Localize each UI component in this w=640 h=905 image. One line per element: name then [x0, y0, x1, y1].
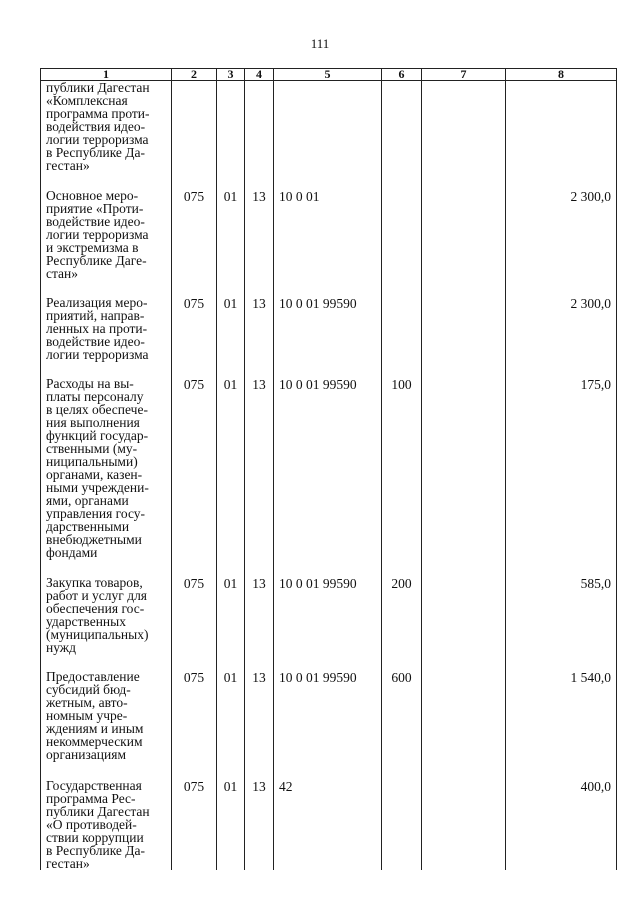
row-col-7 [422, 576, 506, 654]
row-code-section: 01 [217, 377, 245, 559]
row-name-line: работ и услуг для [46, 588, 148, 603]
row-name-line: стан» [46, 266, 79, 281]
spacer-cell [217, 559, 245, 576]
row-code-section: 01 [217, 296, 245, 361]
spacer-cell [382, 280, 422, 296]
row-name-line: (муниципальных) [46, 627, 149, 642]
row-spacer [41, 361, 617, 377]
row-name-line: логии терроризма [46, 347, 149, 362]
column-header-8: 8 [506, 69, 617, 81]
spacer-cell [217, 761, 245, 779]
row-name [41, 576, 172, 654]
row-name-line: ниципальными) [46, 454, 138, 469]
spacer-cell [41, 361, 172, 377]
row-code-admin [172, 81, 217, 173]
row-code-target: 10 0 01 99590 [274, 296, 382, 361]
spacer-cell [172, 654, 217, 670]
row-code-expense-type [382, 189, 422, 280]
row-code-admin: 075 [172, 296, 217, 361]
row-code-section: 01 [217, 670, 245, 761]
row-code-expense-type [382, 81, 422, 173]
spacer-cell [506, 361, 617, 377]
spacer-cell [422, 280, 506, 296]
row-code-subsection: 13 [245, 189, 274, 280]
row-amount: 175,0 [506, 377, 617, 559]
spacer-cell [172, 280, 217, 296]
row-name-line: ленных на проти- [46, 321, 148, 336]
column-header-1: 1 [41, 69, 172, 81]
row-name-line: ствии коррупции [46, 830, 144, 845]
row-name-line: в целях обеспече- [46, 402, 148, 417]
row-name-line: внебюджетными [46, 532, 142, 547]
spacer-cell [41, 761, 172, 779]
row-name-line: приятие «Проти- [46, 201, 144, 216]
row-name-line: управления госу- [46, 506, 146, 521]
spacer-cell [274, 172, 382, 189]
spacer-cell [422, 654, 506, 670]
row-name-line: водействие идео- [46, 334, 145, 349]
spacer-cell [172, 559, 217, 576]
row-spacer [41, 559, 617, 576]
spacer-cell [274, 761, 382, 779]
row-name-line: программа Рес- [46, 791, 136, 806]
row-col-7 [422, 189, 506, 280]
row-code-target: 10 0 01 99590 [274, 576, 382, 654]
row-name-line: в Республике Да- [46, 145, 145, 160]
row-name-line: Республике Даге- [46, 253, 147, 268]
spacer-cell [422, 172, 506, 189]
column-header-4: 4 [245, 69, 274, 81]
row-spacer [41, 280, 617, 296]
row-code-expense-type [382, 779, 422, 870]
spacer-cell [382, 559, 422, 576]
row-amount: 2 300,0 [506, 296, 617, 361]
row-name-line: номным учре- [46, 708, 128, 723]
row-code-admin: 075 [172, 779, 217, 870]
row-spacer [41, 172, 617, 189]
spacer-cell [422, 559, 506, 576]
row-name-line: программа проти- [46, 106, 150, 121]
page-number: 111 [310, 36, 330, 51]
row-code-subsection [245, 81, 274, 173]
row-amount: 400,0 [506, 779, 617, 870]
spacer-cell [41, 280, 172, 296]
row-name [41, 189, 172, 280]
spacer-cell [274, 280, 382, 296]
spacer-cell [245, 761, 274, 779]
row-name-line: дарственными [46, 519, 130, 534]
spacer-cell [422, 761, 506, 779]
row-name-line: публики Дагестан [46, 804, 150, 819]
row-amount [506, 81, 617, 173]
row-name-line: Основное меро- [46, 188, 139, 203]
spacer-cell [382, 654, 422, 670]
column-header-7: 7 [422, 69, 506, 81]
row-name-line: фондами [46, 545, 98, 560]
row-amount: 1 540,0 [506, 670, 617, 761]
row-name-line: ными учреждени- [46, 480, 149, 495]
row-name-line: ями, органами [46, 493, 129, 508]
row-name [41, 670, 172, 761]
spacer-cell [245, 559, 274, 576]
spacer-cell [217, 361, 245, 377]
row-code-target: 10 0 01 99590 [274, 670, 382, 761]
spacer-cell [382, 172, 422, 189]
row-code-subsection: 13 [245, 576, 274, 654]
row-name-line: «О противодей- [46, 817, 137, 832]
row-code-section [217, 81, 245, 173]
row-name-line: ственными (му- [46, 441, 138, 456]
row-name [41, 81, 172, 173]
row-name [41, 296, 172, 361]
column-header-3: 3 [217, 69, 245, 81]
row-code-expense-type: 200 [382, 576, 422, 654]
row-code-target: 10 0 01 [274, 189, 382, 280]
spacer-cell [217, 654, 245, 670]
row-name-line: Реализация меро- [46, 295, 148, 310]
row-name-line: платы персоналу [46, 389, 144, 404]
spacer-cell [172, 172, 217, 189]
spacer-cell [172, 761, 217, 779]
row-code-expense-type [382, 296, 422, 361]
row-code-target [274, 81, 382, 173]
spacer-cell [41, 559, 172, 576]
row-name-line: некоммерческим [46, 734, 143, 749]
row-code-section: 01 [217, 779, 245, 870]
row-name-line: приятий, направ- [46, 308, 145, 323]
table-row [41, 81, 617, 173]
table-row [41, 576, 617, 654]
row-col-7 [422, 296, 506, 361]
row-name-line: обеспечения гос- [46, 601, 145, 616]
row-code-admin: 075 [172, 189, 217, 280]
spacer-cell [245, 172, 274, 189]
spacer-cell [41, 172, 172, 189]
spacer-cell [274, 361, 382, 377]
row-name-line: нужд [46, 640, 76, 655]
row-code-target: 42 [274, 779, 382, 870]
header-row [41, 69, 617, 81]
spacer-cell [217, 172, 245, 189]
row-name-line: логии терроризма [46, 227, 149, 242]
row-name [41, 377, 172, 559]
row-name-line: и экстремизма в [46, 240, 139, 255]
row-name-line: водействия идео- [46, 119, 146, 134]
spacer-cell [245, 654, 274, 670]
spacer-cell [274, 654, 382, 670]
row-code-section: 01 [217, 576, 245, 654]
budget-table [40, 68, 617, 870]
row-col-7 [422, 81, 506, 173]
row-spacer [41, 654, 617, 670]
row-code-subsection: 13 [245, 779, 274, 870]
row-name-line: «Комплексная [46, 93, 128, 108]
row-name-line: Закупка товаров, [46, 575, 143, 590]
row-code-admin: 075 [172, 670, 217, 761]
row-amount: 585,0 [506, 576, 617, 654]
row-name-line: ждениям и иным [46, 721, 144, 736]
table-body [41, 81, 617, 871]
column-header-6: 6 [382, 69, 422, 81]
row-code-admin: 075 [172, 377, 217, 559]
spacer-cell [274, 559, 382, 576]
table-row [41, 779, 617, 870]
row-code-subsection: 13 [245, 377, 274, 559]
row-name [41, 779, 172, 870]
row-name-line: организациям [46, 747, 127, 762]
row-name-line: ния выполнения [46, 415, 140, 430]
row-name-line: Государственная [46, 778, 142, 793]
row-name-line: Предоставление [46, 669, 140, 684]
row-name-line: логии терроризма [46, 132, 149, 147]
spacer-cell [245, 280, 274, 296]
spacer-cell [506, 559, 617, 576]
spacer-cell [506, 172, 617, 189]
row-col-7 [422, 377, 506, 559]
table-row [41, 189, 617, 280]
row-name-line: публики Дагестан [46, 80, 150, 95]
row-name-line: ударственных [46, 614, 126, 629]
spacer-cell [422, 361, 506, 377]
spacer-cell [506, 654, 617, 670]
row-name-line: гестан» [46, 856, 90, 871]
spacer-cell [217, 280, 245, 296]
table-row [41, 377, 617, 559]
row-name-line: гестан» [46, 158, 90, 173]
row-code-subsection: 13 [245, 670, 274, 761]
column-header-2: 2 [172, 69, 217, 81]
row-code-admin: 075 [172, 576, 217, 654]
row-code-target: 10 0 01 99590 [274, 377, 382, 559]
table-row [41, 670, 617, 761]
row-col-7 [422, 779, 506, 870]
row-name-line: водействие идео- [46, 214, 145, 229]
row-name-line: в Республике Да- [46, 843, 145, 858]
spacer-cell [172, 361, 217, 377]
row-col-7 [422, 670, 506, 761]
row-code-subsection: 13 [245, 296, 274, 361]
spacer-cell [506, 761, 617, 779]
spacer-cell [41, 654, 172, 670]
table-row [41, 296, 617, 361]
spacer-cell [382, 361, 422, 377]
row-code-expense-type: 100 [382, 377, 422, 559]
row-name-line: органами, казен- [46, 467, 143, 482]
spacer-cell [382, 761, 422, 779]
row-name-line: жетным, авто- [46, 695, 128, 710]
row-amount: 2 300,0 [506, 189, 617, 280]
spacer-cell [245, 361, 274, 377]
row-name-line: субсидий бюд- [46, 682, 131, 697]
row-code-section: 01 [217, 189, 245, 280]
row-code-expense-type: 600 [382, 670, 422, 761]
spacer-cell [506, 280, 617, 296]
column-header-5: 5 [274, 69, 382, 81]
row-name-line: Расходы на вы- [46, 376, 134, 391]
row-name-line: функций государ- [46, 428, 149, 443]
row-spacer [41, 761, 617, 779]
